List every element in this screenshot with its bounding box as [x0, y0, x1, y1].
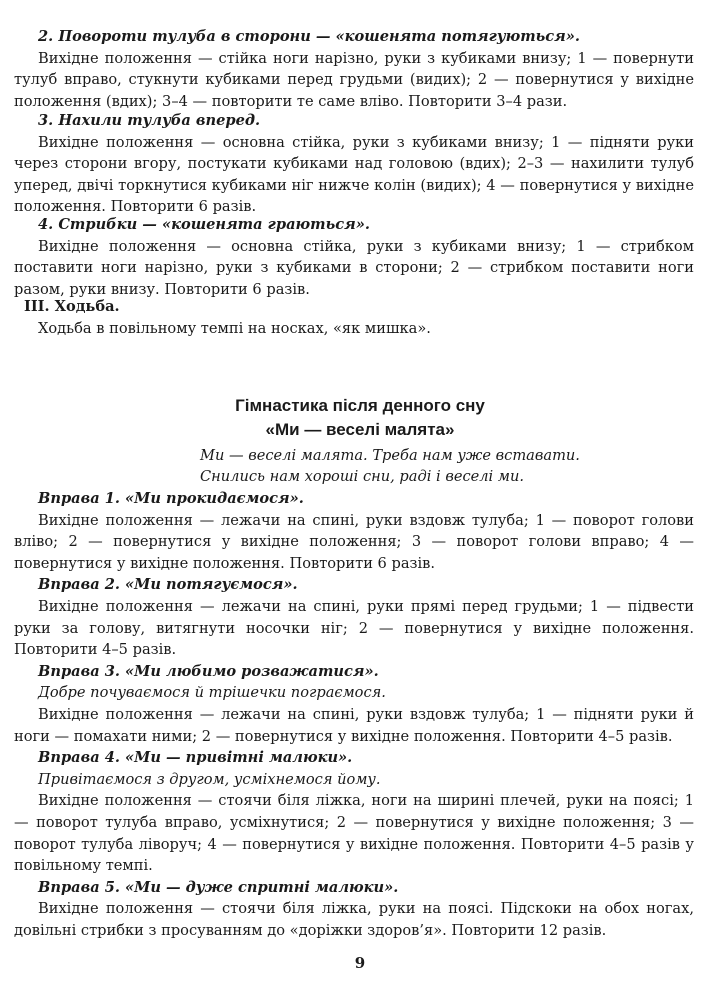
exercise-heading: Вправа 5. «Ми — дуже спритні малюки». — [38, 878, 399, 896]
exercise-2-nap — [14, 574, 694, 660]
exercise-1 — [14, 488, 694, 574]
verse-line: Снились нам хороші сни, раді і веселі ми. — [200, 468, 524, 485]
exercise-subtitle: Привітаємося з другом, усміхнемося йому. — [38, 770, 381, 788]
exercise-3-nap — [14, 661, 694, 747]
exercise-text: Вихідне положення — основна стійка, руки з кубиками внизу; 1 — стрибком поставити ноги нарізно, руки з кубиками в сторони; 2 — стрибком поставити ноги разом, руки внизу. Повторити 6 разів. — [14, 237, 694, 298]
exercise-5-nap — [14, 877, 694, 942]
exercise-2 — [14, 26, 694, 112]
exercise-heading: Вправа 3. «Ми любимо розважатися». — [38, 662, 379, 680]
exercise-text: Вихідне положення — стоячи біля ліжка, руки на поясі. Підскоки на обох ногах, довільні стрибки з просуванням до «доріжки здоров’я». Повторити 12 разів. — [14, 900, 694, 939]
section-subtitle: «Ми — веселі малята» — [265, 420, 455, 439]
exercise-text: Вихідне положення — лежачи на спині, руки вздовж тулуба; 1 — підняти руки й ноги — помахати ними; 2 — повернутися у вихідне положення. Повторити 4–5 разів. — [14, 705, 694, 745]
exercise-heading: 4. Стрибки — «кошенята граються». — [38, 216, 370, 233]
exercise-heading: 3. Нахили тулуба вперед. — [38, 112, 261, 129]
walking-text: Ходьба в повільному темпі на носках, «як мишка». — [38, 319, 431, 337]
verse-line: Ми — веселі малята. Треба нам уже вставати. — [200, 447, 580, 464]
section-title: Гімнастика після денного сну — [235, 396, 485, 415]
exercise-heading: Вправа 4. «Ми — привітні малюки». — [38, 749, 353, 767]
exercise-text: Вихідне положення — лежачи на спині, руки прямі перед грудьми; 1 — підвести руки за голову, витягнути носочки ніг; 2 — повернутися у вихідне положення. Повторити 4–5 разів. — [14, 597, 694, 659]
exercise-4 — [14, 214, 694, 300]
exercise-3 — [14, 110, 694, 218]
walking-section — [14, 296, 694, 339]
exercise-text: Вихідне положення — стійка ноги нарізно, руки з кубиками внизу; 1 — повернути тулуб вправо, стукнути кубиками перед грудьми (видих); 2 — повернутися у вихідне положення (вдих); 3–4 — повторити те саме вліво. Повторити 3–4 рази. — [14, 49, 694, 110]
exercise-text: Вихідне положення — лежачи на спині, руки вздовж тулуба; 1 — поворот голови вліво; 2 — повернутися у вихідне положення; 3 — поворот голови вправо; 4 — повернутися у вихідне положення. Повторити 6 разів. — [14, 511, 694, 572]
page-number: 9 — [354, 954, 366, 972]
exercise-subtitle: Добре почуваємося й трішечки пограємося. — [38, 684, 386, 702]
exercise-text: Вихідне положення — стоячи біля ліжка, ноги на ширині плечей, руки на поясі; 1 — поворот тулуба вправо, усміхнутися; 2 — повернутися у вихідне положення; 3 — поворот тулуба ліворуч; 4 — повернутися у вихідне положення. Повторити 4–5 разів у повільному темпі. — [14, 792, 694, 875]
exercise-4-nap — [14, 747, 694, 877]
exercise-heading: 2. Повороти тулуба в сторони — «кошенята потягуються». — [38, 28, 580, 45]
exercise-heading: Вправа 2. «Ми потягуємося». — [38, 576, 298, 594]
walking-heading: III. Ходьба. — [24, 298, 120, 315]
exercise-text: Вихідне положення — основна стійка, руки з кубиками внизу; 1 — підняти руки через сторони вгору, постукати кубиками над головою (вдих); 2–3 — нахилити тулуб уперед, двічі торкнутися кубиками ніг нижче колін (видих); 4 — повернутися у вихідне положення. Повторити 6 разів. — [14, 133, 694, 216]
exercise-list — [14, 488, 694, 941]
exercise-heading: Вправа 1. «Ми прокидаємося». — [38, 490, 304, 507]
